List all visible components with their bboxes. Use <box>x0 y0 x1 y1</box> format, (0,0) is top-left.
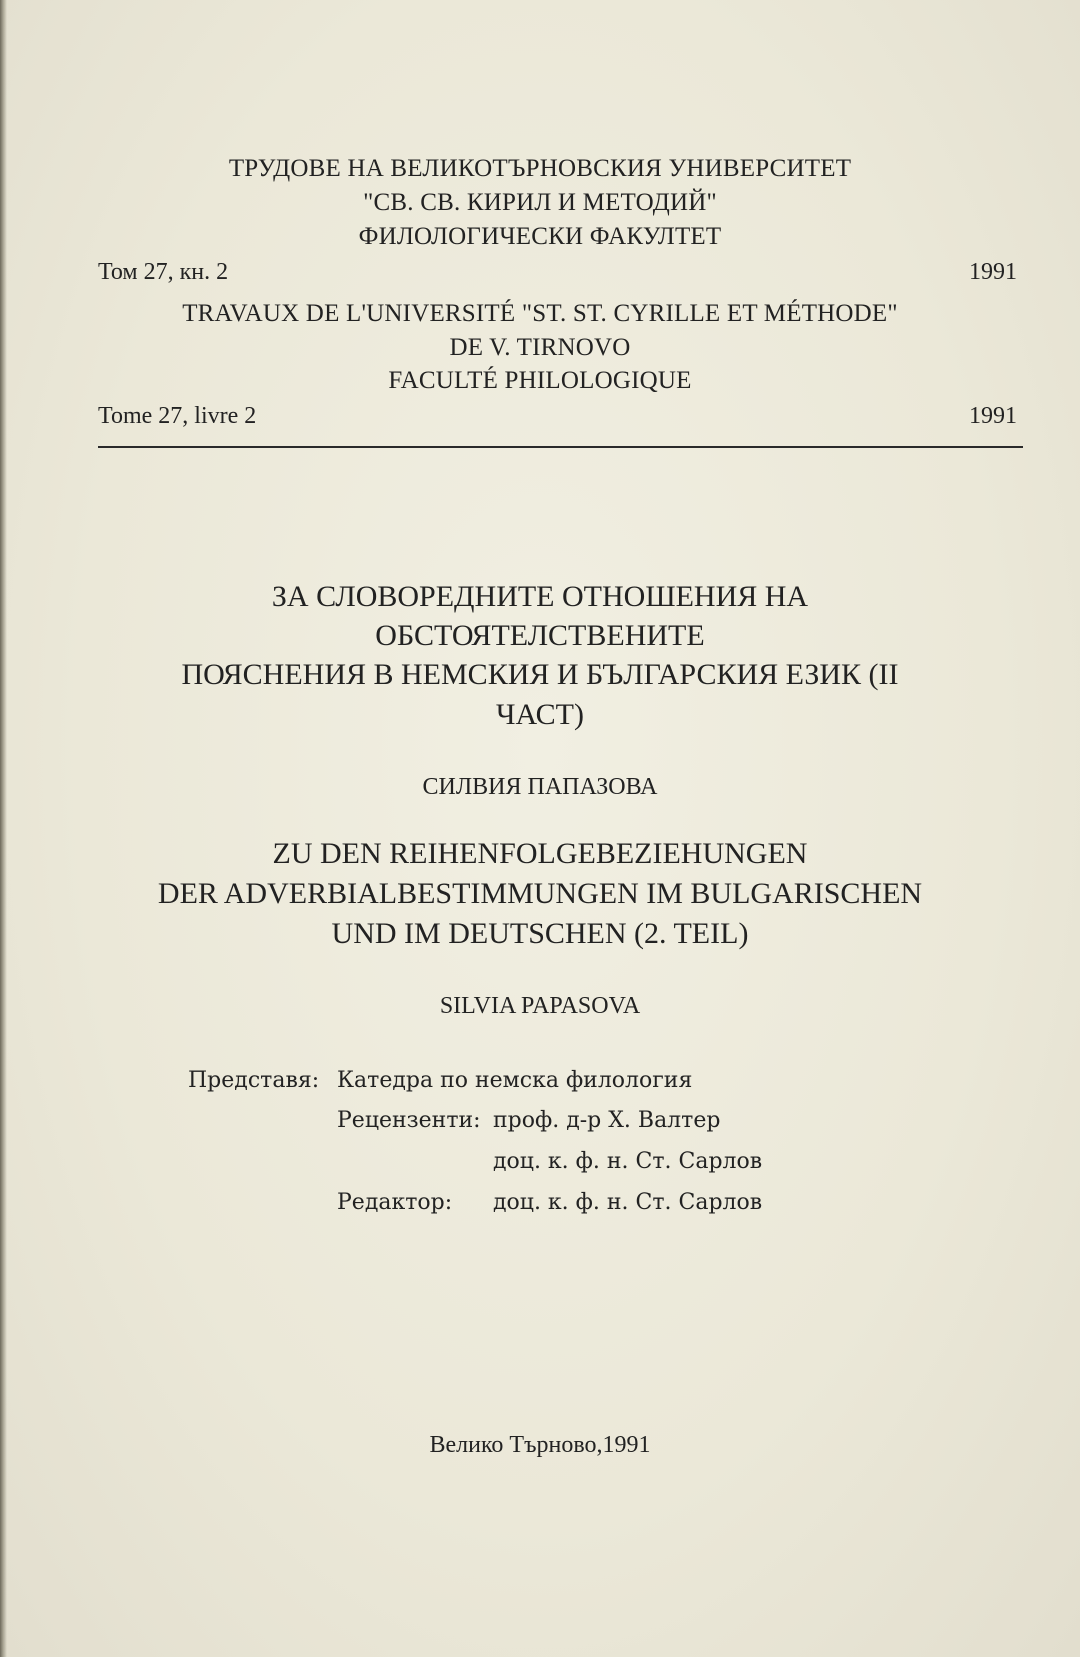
title-bg-line2: ОБСТОЯТЕЛСТВЕНИТЕ <box>375 619 705 652</box>
title-bg-line3: ПОЯСНЕНИЯ В НЕМСКИЯ И БЪЛГАРСКИЯ ЕЗИК (II <box>181 658 899 691</box>
header-fr-line2: DE V. TIRNOVO <box>449 334 631 361</box>
title-bg-line4: ЧАСТ) <box>496 698 584 731</box>
header-fr-year: 1991 <box>969 403 1017 429</box>
title-de-line1: ZU DEN REIHENFOLGEBEZIEHUNGEN <box>272 837 808 870</box>
presented-label: Представя: <box>188 1068 320 1093</box>
author-bg: СИЛВИЯ ПАПАЗОВА <box>422 774 658 800</box>
title-de-line3: UND IM DEUTSCHEN (2. TEIL) <box>331 917 749 950</box>
header-bg-line2: "СВ. СВ. КИРИЛ И МЕТОДИЙ" <box>363 189 717 216</box>
reviewers-label: Рецензенти: <box>337 1108 481 1133</box>
reviewer-1: проф. д-р Х. Валтер <box>493 1108 721 1133</box>
header-bg-line1: ТРУДОВЕ НА ВЕЛИКОТЪРНОВСКИЯ УНИВЕРСИТЕТ <box>228 155 852 182</box>
author-de: SILVIA PAPASOVA <box>439 993 641 1019</box>
header-bg-volume: Том 27, кн. 2 <box>98 259 229 285</box>
header-bg-year: 1991 <box>969 259 1017 285</box>
title-de-line2: DER ADVERBIALBESTIMMUNGEN IM BULGARISCHEN <box>157 877 923 910</box>
reviewer-2: доц. к. ф. н. Ст. Сарлов <box>493 1149 763 1174</box>
title-bg-line1: ЗА СЛОВОРЕДНИТЕ ОТНОШЕНИЯ НА <box>271 580 809 613</box>
header-divider <box>98 446 1023 448</box>
header-fr-line1: TRAVAUX DE L'UNIVERSITÉ "ST. ST. CYRILLE ET MÉTHODE" <box>182 300 898 327</box>
editor-value: доц. к. ф. н. Ст. Сарлов <box>493 1190 763 1215</box>
header-fr-line3: FACULTÉ PHILOLOGIQUE <box>388 367 692 394</box>
imprint-place-year: Велико Търново,1991 <box>429 1432 651 1458</box>
presented-value: Катедра по немска филология <box>337 1068 693 1093</box>
header-fr-volume: Tome 27, livre 2 <box>98 403 257 429</box>
header-bg-line3: ФИЛОЛОГИЧЕСКИ ФАКУЛТЕТ <box>358 223 722 250</box>
editor-label: Редактор: <box>337 1190 453 1215</box>
